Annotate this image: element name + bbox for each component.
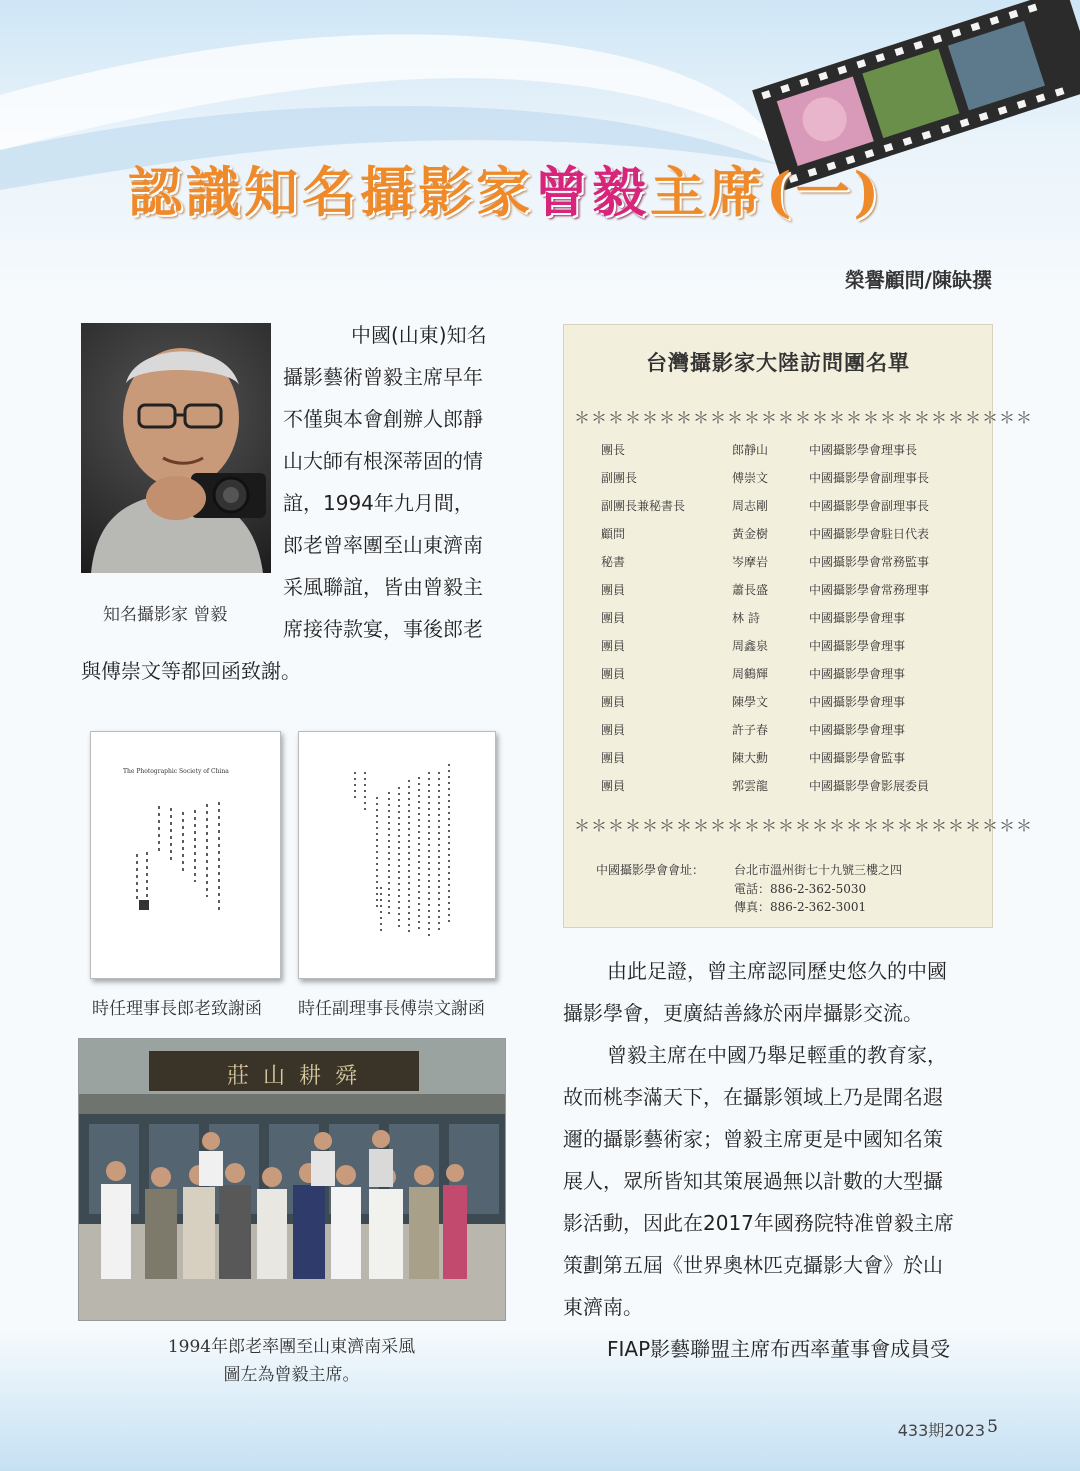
roster-position: 中國攝影學會理事 xyxy=(809,667,906,681)
letter-left-caption: 時任理事長郎老致謝函 xyxy=(92,999,262,1019)
roster-position: 中國攝影學會理事 xyxy=(809,639,906,653)
roster-name: 周志剛 xyxy=(732,499,769,513)
text-line: 中國(山東)知名 xyxy=(351,323,487,347)
text-line: 誼，1994年九月間， xyxy=(283,491,474,515)
portrait-photo xyxy=(81,323,271,573)
letterhead-text: The Photographic Society of China xyxy=(123,768,229,775)
roster-row xyxy=(564,497,992,525)
roster-row xyxy=(564,553,992,581)
text-line: 攝影藝術曾毅主席早年 xyxy=(283,365,483,389)
text-line: 郎老曾率團至山東濟南 xyxy=(283,533,483,557)
roster-position: 中國攝影學會副理事長 xyxy=(809,471,930,485)
roster-phone: 電話：886-2-362-5030 xyxy=(734,882,867,896)
group-photo xyxy=(78,1038,506,1321)
text-line: 展人，眾所皆知其策展過無以計數的大型攝 xyxy=(563,1169,943,1193)
letter-right-caption: 時任副理事長傅崇文謝函 xyxy=(298,999,485,1019)
text-line: 故而桃李滿天下，在攝影領域上乃是聞名遐 xyxy=(563,1085,943,1109)
roster-role: 副團長兼秘書長 xyxy=(601,499,686,513)
roster-address-label: 中國攝影學會會址： xyxy=(596,863,705,877)
roster-position: 中國攝影學會常務監事 xyxy=(809,555,930,569)
roster-address: 台北市溫州街七十九號三樓之四 xyxy=(734,863,903,877)
article-title xyxy=(128,150,958,224)
roster-name: 蕭長盛 xyxy=(732,583,769,597)
roster-row xyxy=(564,749,992,777)
roster-row xyxy=(564,525,992,553)
text-line: 東濟南。 xyxy=(563,1295,643,1319)
roster-role: 團員 xyxy=(601,723,626,737)
text-line: 采風聯誼，皆由曾毅主 xyxy=(283,575,483,599)
byline: 榮譽顧問/陳缺撰 xyxy=(844,268,992,292)
roster-role: 團員 xyxy=(601,779,626,793)
roster-divider-bottom: ＊＊＊＊＊＊＊＊＊＊＊＊＊＊＊＊＊＊＊＊＊＊＊＊＊＊＊ xyxy=(574,816,1034,835)
building-sign: 舜耕山莊 xyxy=(226,1064,371,1089)
portrait-illustration xyxy=(81,323,271,573)
roster-row xyxy=(564,609,992,637)
group-photo-caption-line1: 1994年郎老率團至山東濟南采風 xyxy=(167,1337,416,1357)
roster-name: 岑摩岩 xyxy=(732,555,769,569)
roster-name: 黃金樹 xyxy=(732,527,769,541)
roster-divider-top: ＊＊＊＊＊＊＊＊＊＊＊＊＊＊＊＊＊＊＊＊＊＊＊＊＊＊＊ xyxy=(574,408,1034,427)
text-line: 與傅崇文等都回函致謝。 xyxy=(81,659,301,683)
letter-image-right xyxy=(298,731,496,979)
roster-title: 台灣攝影家大陸訪問團名單 xyxy=(646,350,910,375)
issue-label: 433期2023 xyxy=(897,1421,985,1440)
intro-paragraph-bottom xyxy=(81,650,301,692)
right-paragraph-1 xyxy=(563,950,947,1034)
intro-paragraph-top xyxy=(283,314,487,650)
roster-row xyxy=(564,637,992,665)
title-part-1: 認識知名攝影家 xyxy=(128,160,534,224)
text-line: 攝影學會，更廣結善緣於兩岸攝影交流。 xyxy=(563,1001,923,1025)
roster-row xyxy=(564,581,992,609)
text-line: 邇的攝影藝術家；曾毅主席更是中國知名策 xyxy=(563,1127,943,1151)
text-line: 曾毅主席在中國乃舉足輕重的教育家， xyxy=(607,1043,947,1067)
roster-name: 陳大勳 xyxy=(732,751,769,765)
roster-position: 中國攝影學會理事長 xyxy=(809,443,918,457)
roster-role: 團員 xyxy=(601,583,626,597)
roster-position: 中國攝影學會理事 xyxy=(809,611,906,625)
roster-name: 陳學文 xyxy=(732,695,769,709)
text-line: 不僅與本會創辦人郎靜 xyxy=(283,407,483,431)
roster-position: 中國攝影學會影展委員 xyxy=(809,779,930,793)
roster-role: 副團長 xyxy=(601,471,638,485)
right-paragraph-3 xyxy=(563,1328,950,1370)
roster-position: 中國攝影學會駐日代表 xyxy=(809,527,930,541)
roster-row xyxy=(564,777,992,805)
roster-name: 許子春 xyxy=(732,723,769,737)
portrait-caption: 知名攝影家 曾毅 xyxy=(103,605,228,625)
title-part-highlight: 曾毅 xyxy=(534,160,650,224)
text-line: 由此足證，曾主席認同歷史悠久的中國 xyxy=(607,959,947,983)
text-line: 山大師有根深蒂固的情 xyxy=(283,449,483,473)
roster-row xyxy=(564,469,992,497)
letter-image-left xyxy=(90,731,281,979)
roster-role: 團員 xyxy=(601,667,626,681)
roster-document xyxy=(563,324,1034,928)
title-part-3: 主席(一) xyxy=(650,160,884,224)
roster-name: 郎靜山 xyxy=(732,443,769,457)
roster-position: 中國攝影學會副理事長 xyxy=(809,499,930,513)
roster-name: 郭雲龍 xyxy=(732,779,769,793)
roster-name: 周鑫泉 xyxy=(732,639,769,653)
text-line: FIAP影藝聯盟主席布西率董事會成員受 xyxy=(607,1337,951,1361)
roster-row xyxy=(564,441,992,469)
roster-role: 秘書 xyxy=(601,555,626,569)
roster-name: 林 詩 xyxy=(732,611,760,625)
page-number: 5 xyxy=(987,1417,998,1437)
text-line: 影活動，因此在2017年國務院特准曾毅主席 xyxy=(563,1211,954,1235)
roster-name: 傅崇文 xyxy=(732,471,769,485)
roster-row xyxy=(564,665,992,693)
roster-position: 中國攝影學會監事 xyxy=(809,751,906,765)
roster-role: 團員 xyxy=(601,639,626,653)
roster-position: 中國攝影學會理事 xyxy=(809,723,906,737)
roster-position: 中國攝影學會理事 xyxy=(809,695,906,709)
text-line: 策劃第五屆《世界奧林匹克攝影大會》於山 xyxy=(563,1253,943,1277)
roster-role: 團員 xyxy=(601,611,626,625)
right-paragraph-2 xyxy=(563,1034,954,1328)
roster-role: 顧問 xyxy=(601,527,626,541)
roster-role: 團長 xyxy=(601,443,626,457)
roster-fax: 傳真：886-2-362-3001 xyxy=(734,900,867,914)
roster-name: 周鶴輝 xyxy=(732,667,769,681)
roster-row xyxy=(564,721,992,749)
handwriting-right xyxy=(299,732,495,978)
roster-role: 團員 xyxy=(601,751,626,765)
roster-position: 中國攝影學會常務理事 xyxy=(809,583,930,597)
roster-row xyxy=(564,693,992,721)
text-line: 席接待款宴，事後郎老 xyxy=(283,617,483,641)
group-photo-caption-line2: 圖左為曾毅主席。 xyxy=(223,1365,360,1385)
roster-role: 團員 xyxy=(601,695,626,709)
